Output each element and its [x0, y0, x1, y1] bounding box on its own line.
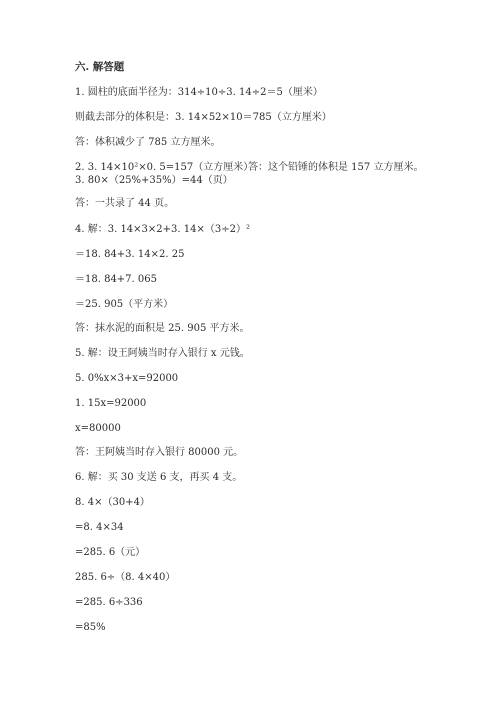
line-5: 3. 80×（25%+35%）=44（页） — [75, 175, 233, 186]
line-4: 2. 3. 14×10²×0. 5=157（立方厘米） — [75, 162, 254, 173]
line-8: ＝18. 84+3. 14×2. 25 — [75, 249, 185, 260]
line-9: ＝18. 84+7. 065 — [75, 274, 157, 285]
line-3: 答：体积减少了 785 立方厘米。 — [75, 137, 221, 148]
line-1: 1. 圆柱的底面半径为：314÷10÷3. 14÷2＝5（厘米） — [75, 87, 323, 98]
line-14: 1. 15x=92000 — [75, 398, 147, 409]
line-18: 8. 4×（30+4） — [75, 497, 150, 508]
line-2: 则截去部分的体积是：3. 14×52×10＝785（立方厘米） — [75, 112, 332, 123]
line-13: 5. 0%x×3+x=92000 — [75, 373, 179, 384]
line-16: 答：王阿姨当时存入银行 80000 元。 — [75, 447, 244, 458]
line-7: 4. 解：3. 14×3×2+3. 14×（3÷2）² — [75, 224, 250, 235]
line-15: x=80000 — [75, 423, 121, 434]
line-20: =285. 6（元） — [75, 547, 146, 558]
line-11: 答：抹水泥的面积是 25. 905 平方米。 — [75, 323, 250, 334]
line-23: =85% — [75, 622, 106, 633]
line-22: =285. 6÷336 — [75, 597, 143, 608]
line-12: 5. 解：设王阿姨当时存入银行 x 元钱。 — [75, 348, 250, 359]
answer-note-2: 答：这个铅锤的体积是 157 立方厘米。 — [248, 162, 424, 173]
line-10: ＝25. 905（平方米） — [75, 299, 174, 310]
line-21: 285. 6÷（8. 4×40） — [75, 572, 176, 583]
line-17: 6. 解：买 30 支送 6 支，再买 4 支。 — [75, 472, 243, 483]
line-19: =8. 4×34 — [75, 522, 124, 533]
section-title: 六. 解答题 — [75, 61, 125, 73]
line-6: 答：一共录了 44 页。 — [75, 198, 175, 209]
